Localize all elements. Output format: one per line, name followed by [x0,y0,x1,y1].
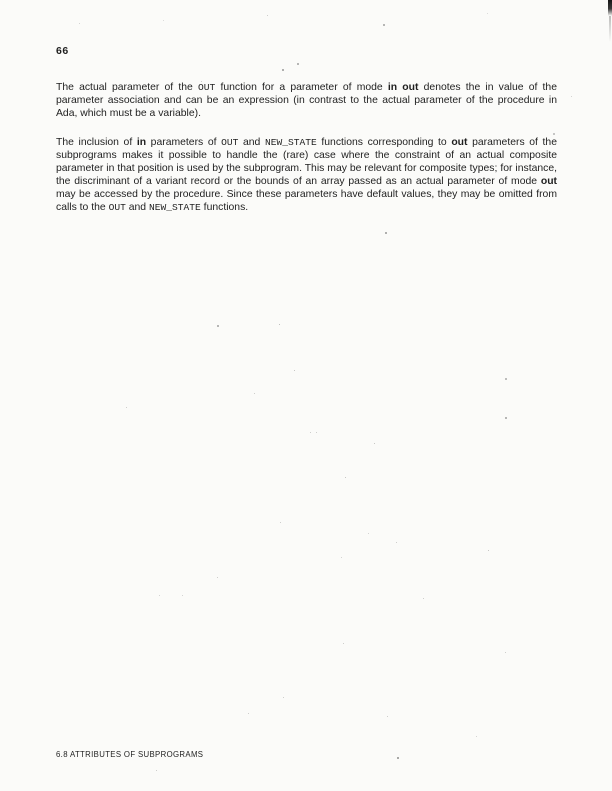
noise-speck [505,378,507,380]
noise-speck [505,417,507,419]
noise-speck [217,577,218,578]
body-paragraphs [56,81,557,214]
noise-speck [343,643,344,644]
noise-speck [345,477,346,478]
noise-speck [280,522,281,523]
text-run: in [136,137,147,148]
noise-speck [374,443,375,444]
noise-speck [385,232,387,234]
paragraph [56,136,557,214]
paragraph [56,81,557,120]
text-run: and [125,202,149,213]
text-run: NEW_STATE [148,202,201,213]
noise-speck [476,736,477,737]
noise-speck [383,24,385,26]
noise-speck [553,133,555,135]
noise-speck [282,69,284,71]
noise-speck [159,595,160,596]
noise-speck [163,20,164,21]
noise-speck [368,533,369,534]
page-number: 66 [56,45,69,57]
text-run: may be accessed by the procedure. Since these parameters have default values, they may be omitted from calls to the [56,189,557,213]
text-run: OUT [221,137,239,148]
text-run: parameters of [146,137,222,148]
text-run: The inclusion of [56,137,137,148]
text-run: denotes the in value of the parameter association and can be an expression (in contrast to the actual parameter of the procedure in Ada, which must be a variable). [56,82,557,119]
noise-speck [423,598,424,599]
text-run: OUT [108,202,126,213]
noise-speck [254,393,255,394]
scan-edge-artifact [608,0,612,16]
text-run: functions. [200,202,249,213]
text-run: in out [387,82,419,93]
noise-speck [279,324,280,325]
noise-speck [267,15,268,16]
noise-speck [248,713,249,714]
text-run: The actual parameter of the [56,82,199,93]
noise-speck [571,96,572,97]
noise-speck [283,697,284,698]
noise-speck [397,757,399,759]
noise-speck [487,13,488,14]
noise-speck [387,716,388,717]
noise-speck [182,595,183,596]
noise-speck [294,370,295,371]
text-run: out [540,176,557,187]
text-run: parameters of the subprograms makes it possible to handle the (rare) case where the constraint of an actual composite parameter in that position is used by the subprogram. This may be relevant for composite types; for instance, the discriminant of a variant record or the bounds of an array passed as an actual parameter of mode [56,137,557,187]
noise-speck [79,23,80,24]
text-run: functions corresponding to [316,137,452,148]
noise-speck [201,81,202,82]
text-run: function for a parameter of mode [215,82,388,93]
text-run: NEW_STATE [264,137,317,148]
noise-speck [505,652,506,653]
noise-speck [396,542,397,543]
noise-speck [217,325,219,327]
noise-speck [341,557,342,558]
text-run: out [451,137,468,148]
noise-speck [316,432,317,433]
noise-speck [156,770,157,771]
running-footer: 6.8 ATTRIBUTES OF SUBPROGRAMS [56,750,204,759]
noise-speck [297,63,299,65]
text-run: and [238,137,265,148]
text-run: OUT [198,82,216,93]
scan-edge-artifact-tail [609,16,611,42]
noise-speck [310,432,311,433]
noise-speck [488,550,489,551]
noise-speck [126,407,127,408]
